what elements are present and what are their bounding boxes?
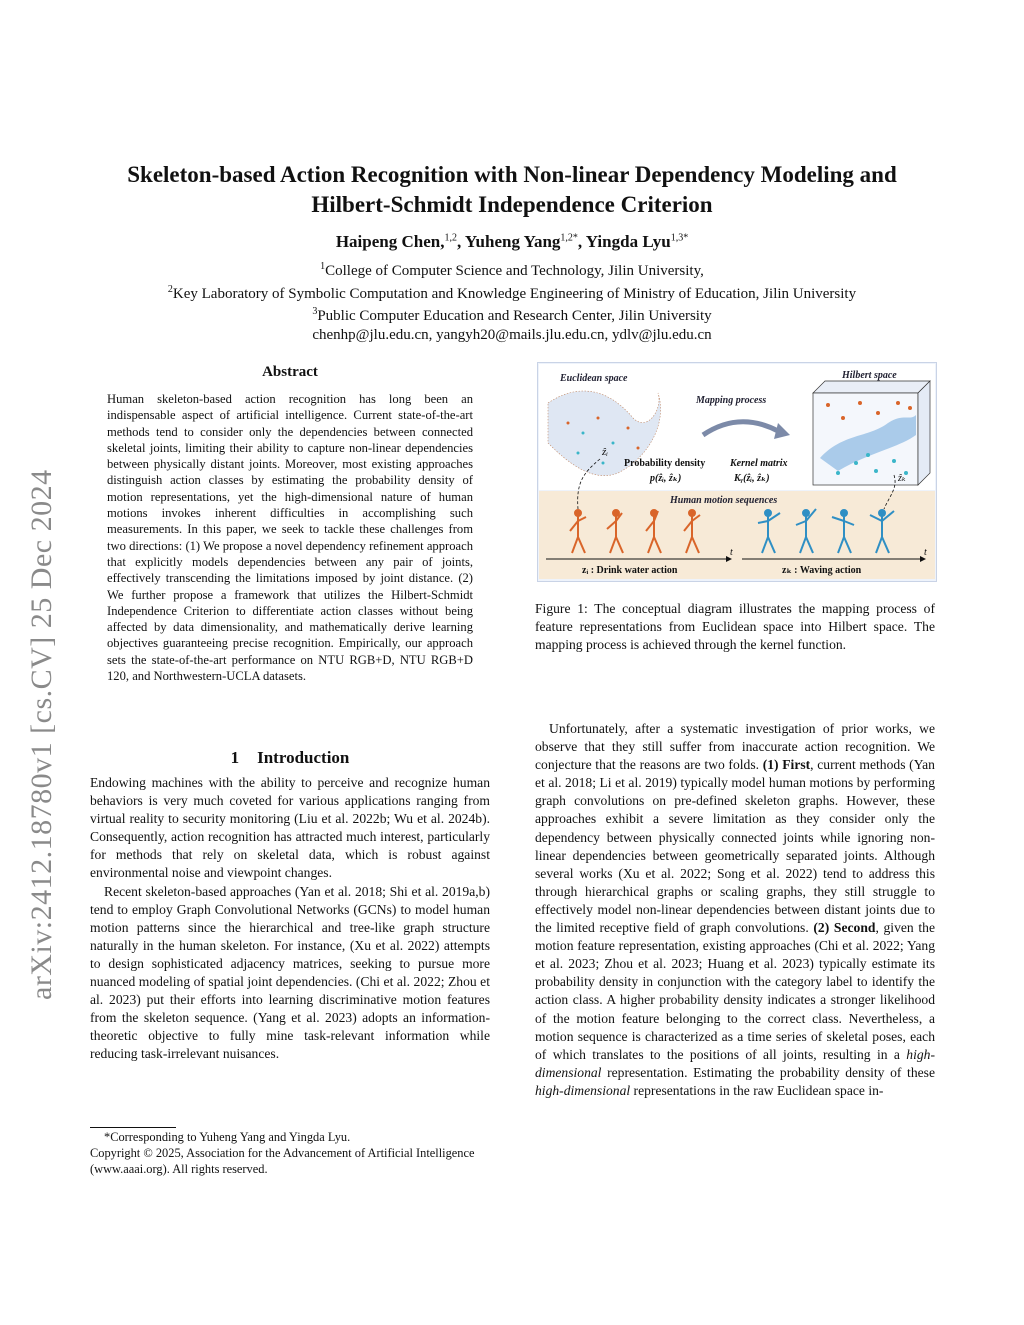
right-paragraph (535, 720, 935, 1100)
intro-paragraph-2: Recent skeleton-based approaches (Yan et al. 2018; Shi et al. 2019a,b) tend to employ Graph Convolutional Networks (GCNs) to model human motion patterns since the hierarchical and tree-like graph structure naturally in the human skeleton. For instance, (Xu et al. 2022) attempts to design sophisticated adjacency matrices, seeking to pursue more nuanced modeling of spatial joint dependencies. (Chi et al. 2022; Zhou et al. 2023) put their efforts into learning discriminative motion features from the skeleton sequence. (Yang et al. 2023) adopts an information-theoretic objective to fully mine task-relevant information while reducing task-irrelevant nuisances. (90, 883, 490, 1062)
point (896, 401, 900, 405)
right-column-body (535, 720, 935, 1100)
point (582, 432, 585, 435)
first-reason: (1) First (762, 757, 811, 773)
text-run: , current methods (Yan et al. 2018; Li et al. 2019) typically model human motions by performing graph convolutions on pre-defined skeleton graphs. However, these approaches exhibit a severe limitation as they consider only the dependency between physically connected joints while ignoring non-linear dependencies between geometrically separated joints. Although several works (Xu et al. 2022; Song et al. 2022) tend to address this through hierarchical graphs or scaling graphs, they still struggle to effectively model non-linear dependencies between distant joints due to the limited receptive field of graph convolutions. (535, 757, 935, 936)
mapping-label: Mapping process (696, 395, 767, 406)
affil-1-text: College of Computer Science and Technology, Jilin University, (325, 263, 704, 279)
point (637, 447, 640, 450)
author-list (100, 232, 924, 252)
footnote-divider (90, 1127, 176, 1128)
author-1-affil: 1,2 (444, 232, 457, 244)
euclidean-label: Euclidean space (560, 373, 628, 384)
affil-3-text: Public Computer Education and Research Center, Jilin University (317, 308, 712, 324)
text-run: representations in the raw Euclidean space in- (630, 1082, 884, 1098)
author-3: , Yingda Lyu (577, 232, 671, 251)
figure-caption: Figure 1: The conceptual diagram illustrates the mapping process of feature representations from Euclidean space into Hilbert space. The mapping process is achieved through the kernel function. (535, 601, 935, 653)
affil-1-marker: 1 (320, 261, 326, 272)
affiliation-3 (100, 303, 924, 326)
author-3-affil: 1,3* (670, 232, 689, 244)
prob-formula: p(ẑᵢ, ẑₖ) (650, 473, 682, 484)
point (602, 462, 605, 465)
intro-column (90, 774, 490, 1064)
emphasis: high-dimensional (535, 1046, 935, 1080)
paper-title (100, 160, 924, 220)
corresponding-note: *Corresponding to Yuheng Yang and Yingda Lyu. (104, 1130, 351, 1144)
point (597, 417, 600, 420)
copyright-note: Copyright © 2025, Association for the Advancement of Artificial Intelligence (www.aaai.org). All rights reserved. (90, 1145, 475, 1176)
author-2-affil: 1,2* (560, 232, 578, 244)
prob-density-label: Probability density (624, 458, 706, 469)
intro-paragraph-1: Endowing machines with the ability to perceive and recognize human behaviors is very much coveted for various applications ranging from virtual reality to security monitoring (Liu et al. 2022b; Wu et al. 2024b). Consequently, action recognition has attracted much interest, particularly for methods that rely on skeletal data, which is robust against environmental noise and viewpoint changes. (90, 775, 490, 881)
zk-hat-label: ẑₖ (898, 473, 906, 484)
abstract-body: Human skeleton-based action recognition has long been an indispensable aspect of artificial intelligence. Current state-of-the-art methods tend to consider only the dependencies between connected skeletal joints, limiting their ability to capture non-linear dependencies between physically distant joints. Moreover, most existing approaches distinguish action classes by estimating the probability density of motion representations, yet the high-dimensional nature of human motions invokes inherent difficulties in accomplishing such measurements. In this paper, we seek to tackle these challenges from two directions: (1) We propose a novel dependency refinement approach that explicitly models dependencies between any pair of joints, effectively transcending the limitations imposed by joint distance. (2) We further propose a framework that utilizes the Hilbert-Schmidt Independence Criterion to differentiate action classes without being affected by data dimensionality, and mathematically derive learning objectives guaranteeing precise recognition. Empirically, our approach sets the state-of-the-art performance on NTU RGB+D, NTU RGB+D 120, and Northwestern-UCLA datasets. (107, 392, 473, 684)
affil-2-marker: 2 (167, 283, 173, 295)
point (854, 461, 858, 465)
point (577, 452, 580, 455)
text-run: representation. Estimating the probability density of these (601, 1064, 935, 1080)
author-2: , Yuheng Yang (456, 232, 561, 251)
hilbert-cube (813, 381, 930, 485)
affil-3-marker: 3 (312, 306, 318, 317)
point (892, 459, 896, 463)
author-1: Haipeng Chen, (335, 232, 445, 251)
text-run: Unfortunately, after a systematic investigation of prior works, we observe that they still suffer from inaccurate action recognition. We conjecture that the reasons are two folds. (535, 721, 935, 773)
point (841, 416, 845, 420)
point (612, 442, 615, 445)
arxiv-identifier: arXiv:2412.18780v1 [cs.CV] 25 Dec 2024 (25, 469, 58, 1000)
point (627, 427, 630, 430)
sequences-label: Human motion sequences (670, 495, 778, 506)
t-label-left: t (730, 547, 733, 558)
title-line-1: Skeleton-based Action Recognition with Non-linear Dependency Modeling and (127, 162, 897, 187)
point (826, 403, 830, 407)
point (876, 411, 880, 415)
zi-hat-label: ẑᵢ (602, 446, 609, 458)
affiliation-2 (100, 281, 924, 304)
footnote (90, 1130, 490, 1177)
text-run: , given the motion feature representation, existing approaches (Chi et al. 2022; Yang et al. 2023; Zhou et al. 2023; Huang et al. 2023) typically estimate its probability density in conjunction with the category label to identify the action class. A higher probability density indicates a stronger likelihood of the motion feature belonging to the correct class. Nevertheless, a motion sequence is characterized as a time series of skeletal poses, each of which translates to the positions of all joints, resulting in a (535, 920, 935, 1062)
section-heading (90, 748, 490, 768)
point (874, 469, 878, 473)
hilbert-label: Hilbert space (842, 370, 897, 381)
affiliations (100, 258, 924, 344)
waving-label: zₖ : Waving action (782, 565, 862, 576)
emphasis: high-dimensional (535, 1082, 631, 1098)
drink-water-label: zᵢ : Drink water action (582, 565, 678, 576)
point (858, 401, 862, 405)
point (567, 422, 570, 425)
kernel-label: Kernel matrix (730, 458, 788, 469)
section-number: 1 (230, 748, 240, 767)
section-title: Introduction (257, 748, 350, 767)
point (866, 453, 870, 457)
figure-1 (537, 362, 937, 582)
author-emails: chenhp@jlu.edu.cn, yangyh20@mails.jlu.edu.cn, ydlv@jlu.edu.cn (312, 326, 712, 343)
figure-1-diagram (538, 363, 936, 581)
abstract-heading: Abstract (262, 364, 318, 380)
kernel-formula: Kᵧ(ẑᵢ, ẑₖ) (734, 473, 770, 484)
title-line-2: Hilbert-Schmidt Independence Criterion (311, 192, 713, 217)
affil-2-text: Key Laboratory of Symbolic Computation and Knowledge Engineering of Ministry of Education, Jilin University (172, 285, 857, 302)
point (836, 471, 840, 475)
affiliation-1 (100, 258, 924, 281)
second-reason: (2) Second (813, 920, 876, 936)
point (908, 406, 912, 410)
t-label-right: t (924, 547, 927, 558)
